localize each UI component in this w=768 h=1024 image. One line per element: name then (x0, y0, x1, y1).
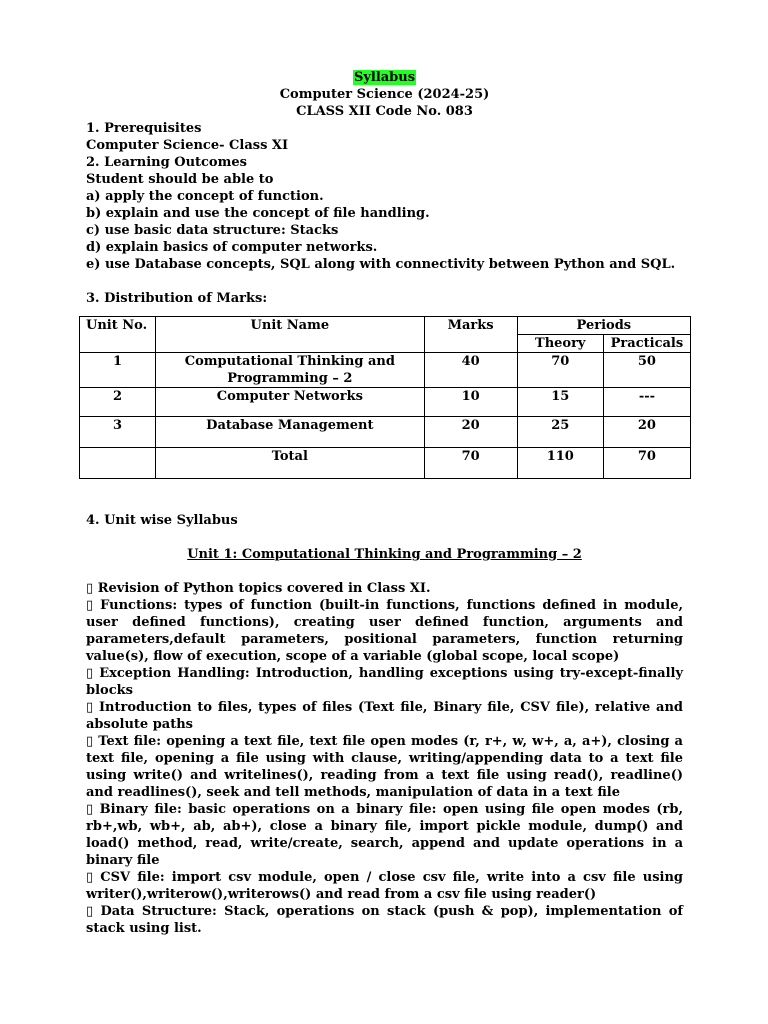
cell-marks: 10 (424, 388, 517, 417)
bullet-glyph-icon: ▯ (86, 598, 94, 613)
cell-total-theory: 110 (517, 448, 603, 479)
cell-unit-no: 3 (80, 417, 156, 448)
cell-total-marks: 70 (424, 448, 517, 479)
outcomes-heading: 2. Learning Outcomes (86, 155, 247, 170)
cell-unit-name: Computer Networks (156, 388, 424, 417)
col-theory: Theory (517, 335, 603, 353)
col-unit-no: Unit No. (80, 317, 156, 353)
unit1-title: Unit 1: Computational Thinking and Programming – 2 (187, 547, 582, 562)
cell-theory: 25 (517, 417, 603, 448)
cell-unit-name: Database Management (156, 417, 424, 448)
col-periods: Periods (517, 317, 690, 335)
class-code: CLASS XII Code No. 083 (296, 104, 473, 119)
cell-theory: 15 (517, 388, 603, 417)
syllabus-bullet: ▯ Data Structure: Stack, operations on stack (push & pop), implementation of stack using list. (86, 904, 683, 936)
cell-marks: 40 (424, 353, 517, 388)
cell-marks: 20 (424, 417, 517, 448)
cell-total-practicals: 70 (603, 448, 690, 479)
syllabus-bullet: ▯ Introduction to files, types of files (Text file, Binary file, CSV file), relative and absolute paths (86, 700, 683, 732)
table-row (80, 417, 691, 448)
syllabus-title-highlight: Syllabus (353, 70, 416, 85)
table-header-row (80, 317, 691, 335)
syllabus-bullet: ▯ Text file: opening a text file, text file open modes (r, r+, w, w+, a, a+), closing a text file, opening a file using with clause, writing/appending data to a text file using write() and writelines(), reading from a text file using read(), readline() and readlines(), seek and tell methods, manipulation of data in a text file (86, 734, 683, 800)
outcome-item: a) apply the concept of function. (86, 189, 324, 204)
document-page (86, 69, 683, 937)
marks-table (79, 316, 691, 479)
outcome-item: c) use basic data structure: Stacks (86, 223, 339, 238)
cell-unit-no: 1 (80, 353, 156, 388)
bullet-glyph-icon: ▯ (86, 870, 94, 885)
bullet-glyph-icon: ▯ (86, 734, 94, 749)
col-marks: Marks (424, 317, 517, 353)
syllabus-bullet: ▯ Revision of Python topics covered in Class XI. (86, 581, 431, 596)
bullet-glyph-icon: ▯ (86, 904, 94, 919)
outcome-item: b) explain and use the concept of file handling. (86, 206, 430, 221)
unitwise-heading: 4. Unit wise Syllabus (86, 513, 238, 528)
table-row (80, 388, 691, 417)
syllabus-bullet: ▯ Exception Handling: Introduction, handling exceptions using try-except-finally blocks (86, 666, 683, 698)
outcomes-intro: Student should be able to (86, 172, 274, 187)
outcome-item: e) use Database concepts, SQL along with connectivity between Python and SQL. (86, 257, 676, 272)
bullet-glyph-icon: ▯ (86, 666, 94, 681)
col-practicals: Practicals (603, 335, 690, 353)
cell-practicals: 20 (603, 417, 690, 448)
distribution-heading: 3. Distribution of Marks: (86, 291, 268, 306)
table-total-row (80, 448, 691, 479)
bullet-glyph-icon: ▯ (86, 700, 94, 715)
cell-total-empty (80, 448, 156, 479)
subject-title: Computer Science (2024-25) (279, 87, 490, 102)
cell-unit-no: 2 (80, 388, 156, 417)
prerequisites-text: Computer Science- Class XI (86, 138, 289, 153)
cell-unit-name: Computational Thinking and Programming – 2 (156, 353, 424, 388)
cell-total-label: Total (156, 448, 424, 479)
col-unit-name: Unit Name (156, 317, 424, 353)
cell-practicals: 50 (603, 353, 690, 388)
table-row (80, 353, 691, 388)
outcome-item: d) explain basics of computer networks. (86, 240, 378, 255)
bullet-glyph-icon: ▯ (86, 581, 94, 596)
syllabus-title (86, 69, 683, 86)
syllabus-bullet: ▯ Functions: types of function (built-in functions, functions defined in module, user defined functions), creating user defined function, arguments and parameters,default parameters, positional parameters, function returning value(s), flow of execution, scope of a variable (global scope, local scope) (86, 598, 683, 664)
syllabus-bullet: ▯ CSV file: import csv module, open / close csv file, write into a csv file using writer(),writerow(),writerows() and read from a csv file using reader() (86, 870, 683, 902)
cell-practicals: --- (603, 388, 690, 417)
prerequisites-heading: 1. Prerequisites (86, 121, 202, 136)
syllabus-bullet: ▯ Binary file: basic operations on a binary file: open using file open modes (rb, rb+,wb, wb+, ab, ab+), close a binary file, import pickle module, dump() and load() method, read, write/create, search, append and update operations in a binary file (86, 802, 683, 868)
bullet-glyph-icon: ▯ (86, 802, 94, 817)
cell-theory: 70 (517, 353, 603, 388)
